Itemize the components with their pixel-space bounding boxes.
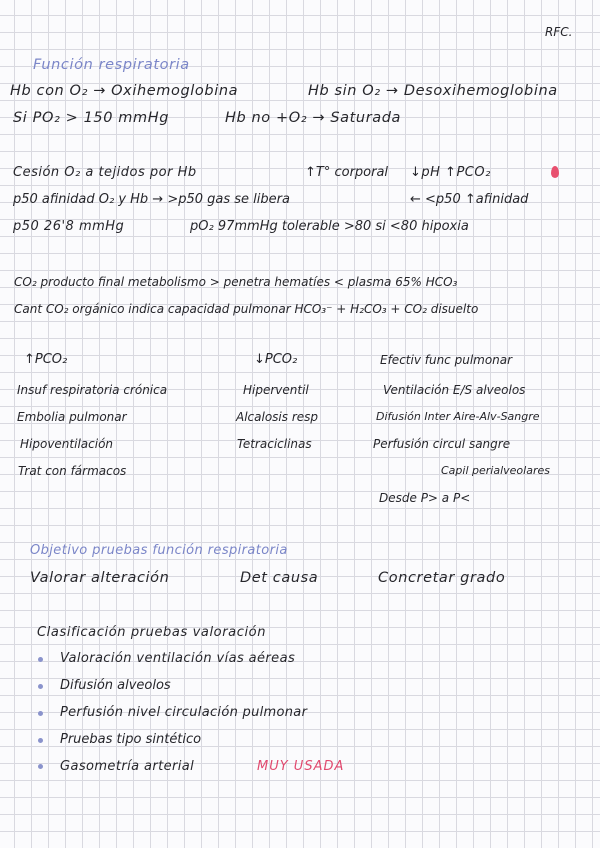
objetivo-item: Concretar grado (378, 570, 506, 586)
col2-item: Hiperventil (243, 383, 309, 397)
col2-item: Tetraciclinas (237, 437, 312, 451)
col3-item: Perfusión circul sangre (373, 437, 511, 451)
note-line: Hb no +O₂ → Saturada (225, 110, 402, 126)
col1-item: Hipoventilación (20, 437, 114, 451)
col1-item: Trat con fármacos (18, 464, 127, 478)
section-title-objetivo: Objetivo pruebas función respiratoria (30, 543, 288, 558)
highlight-label: MUY USADA (257, 759, 345, 774)
bullet-icon (38, 738, 43, 743)
col1-item: Embolia pulmonar (17, 410, 127, 424)
clasificacion-item: Pruebas tipo sintético (60, 732, 202, 747)
col1-header: ↑PCO₂ (24, 352, 68, 367)
note-line: p50 26'8 mmHg (13, 219, 125, 234)
bullet-icon (38, 657, 43, 662)
section-title-funcion: Función respiratoria (33, 57, 190, 73)
clasificacion-item: Difusión alveolos (60, 678, 171, 693)
col2-header: ↓PCO₂ (254, 352, 298, 367)
red-drop-mark (551, 166, 559, 178)
col3-header: Efectiv func pulmonar (380, 353, 513, 367)
note-line: ↑T° corporal (305, 165, 389, 180)
objetivo-item: Valorar alteración (30, 570, 170, 586)
note-line: Hb con O₂ → Oxihemoglobina (10, 83, 239, 99)
note-line: Cant CO₂ orgánico indica capacidad pulmonar HCO₃⁻ + H₂CO₃ + CO₂ disuelto (14, 302, 479, 316)
initials: RFC. (545, 25, 573, 39)
col3-item: Desde P> a P< (379, 491, 471, 505)
col3-item: Ventilación E/S alveolos (383, 383, 526, 397)
note-line: ↓pH ↑PCO₂ (410, 165, 491, 180)
col3-item: Capil perialveolares (441, 464, 550, 477)
note-line: CO₂ producto final metabolismo > penetra hematíes < plasma 65% HCO₃ (14, 275, 458, 289)
note-line: p50 afinidad O₂ y Hb → >p50 gas se libera (13, 192, 290, 207)
col1-item: Insuf respiratoria crónica (17, 383, 168, 397)
note-line: Cesión O₂ a tejidos por Hb (13, 165, 197, 180)
bullet-icon (38, 711, 43, 716)
col3-item: Difusión Inter Aire-Alv-Sangre (376, 410, 540, 423)
clasificacion-item: Gasometría arterial (60, 759, 195, 774)
note-line: pO₂ 97mmHg tolerable >80 si <80 hipoxia (190, 219, 469, 234)
clasificacion-item: Valoración ventilación vías aéreas (60, 651, 296, 666)
note-line: Si PO₂ > 150 mmHg (13, 110, 170, 126)
bullet-icon (38, 684, 43, 689)
note-line: ← <p50 ↑afinidad (410, 192, 529, 207)
note-line: Hb sin O₂ → Desoxihemoglobina (308, 83, 558, 99)
clasificacion-item: Perfusión nivel circulación pulmonar (60, 705, 308, 720)
col2-item: Alcalosis resp (236, 410, 319, 424)
objetivo-item: Det causa (240, 570, 319, 586)
section-title-clasificacion: Clasificación pruebas valoración (37, 625, 267, 640)
bullet-icon (38, 764, 43, 769)
